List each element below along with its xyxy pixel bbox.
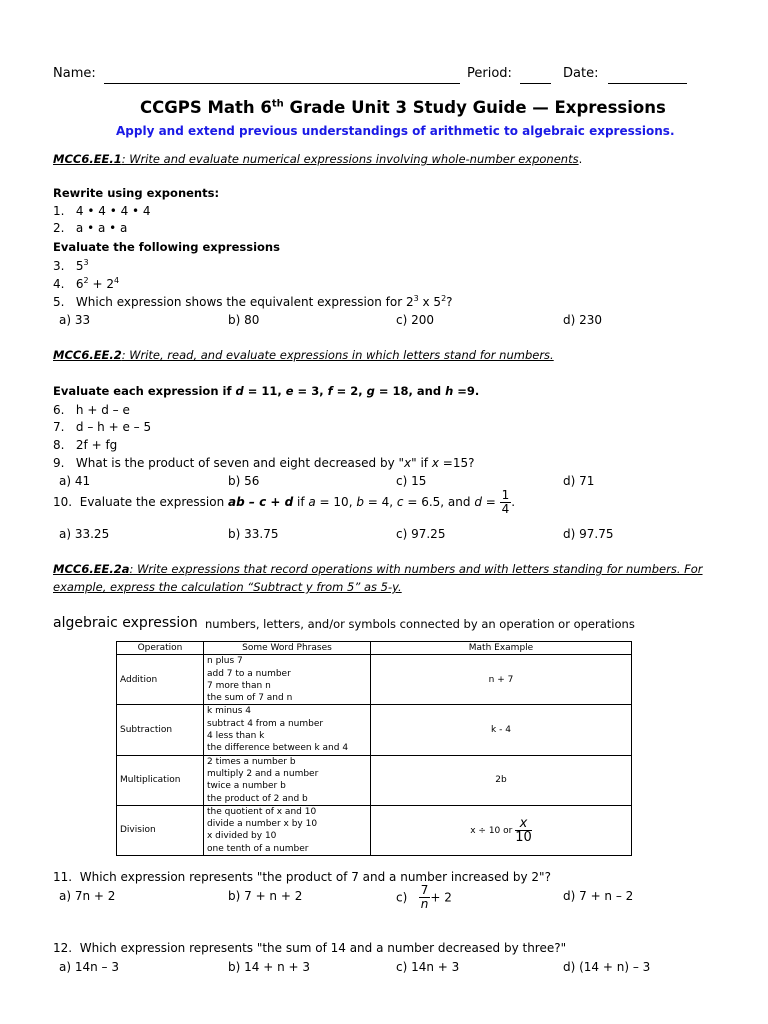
phrases-cell: k minus 4 subtract 4 from a number 4 less than k the difference between k and 4 xyxy=(204,705,371,755)
operation-cell: Division xyxy=(117,805,204,855)
q12-choice-a[interactable]: a) 14n – 3 xyxy=(59,960,119,974)
rewrite-heading: Rewrite using exponents: xyxy=(53,186,220,200)
date-label: Date: xyxy=(563,66,599,81)
period-field-line[interactable] xyxy=(520,83,551,84)
q9-choice-a[interactable]: a) 41 xyxy=(59,474,91,488)
date-field-line[interactable] xyxy=(608,83,687,84)
table-header-row xyxy=(117,642,632,655)
q10-choice-b[interactable]: b) 33.75 xyxy=(228,527,279,541)
q12-choice-b[interactable]: b) 14 + n + 3 xyxy=(228,960,310,974)
phrases-cell: the quotient of x and 10 divide a number x by 10 x divided by 10 one tenth of a number xyxy=(204,805,371,855)
algebraic-expression-term: algebraic expression xyxy=(53,615,198,631)
q11-choice-a[interactable]: a) 7n + 2 xyxy=(59,889,116,903)
page-title: CCGPS Math 6th Grade Unit 3 Study Guide — Expressions xyxy=(140,98,666,117)
question-2: 2. a • a • a xyxy=(53,221,128,235)
evaluate-if-heading: Evaluate each expression if d = 11, e = 3, f = 2, g = 18, and h =9. xyxy=(53,384,480,398)
standard-ee1: MCC6.EE.1: Write and evaluate numerical expressions involving whole-number exponents. xyxy=(53,152,583,166)
name-field-line[interactable] xyxy=(104,83,460,84)
q11-choice-b[interactable]: b) 7 + n + 2 xyxy=(228,889,303,903)
table-row xyxy=(117,705,632,755)
table-row xyxy=(117,655,632,705)
q9-choice-d[interactable]: d) 71 xyxy=(563,474,595,488)
operation-cell: Subtraction xyxy=(117,705,204,755)
question-9: 9. What is the product of seven and eight decreased by "x" if x =15? xyxy=(53,456,475,470)
q9-choice-b[interactable]: b) 56 xyxy=(228,474,260,488)
question-10: 10. Evaluate the expression ab – c + d if a = 10, b = 4, c = 6.5, and d = $\frac{1}{4}$ . xyxy=(53,488,516,516)
table-row xyxy=(117,805,632,855)
table-header-example: Math Example xyxy=(371,642,632,655)
q5-choice-b[interactable]: b) 80 xyxy=(228,313,260,327)
q5-choice-c[interactable]: c) 200 xyxy=(396,313,434,327)
q10-choice-a[interactable]: a) 33.25 xyxy=(59,527,110,541)
question-3: 3. $5^3$ xyxy=(53,258,89,273)
q10-choice-d[interactable]: d) 97.75 xyxy=(563,527,614,541)
standard-ee2a-line1: MCC6.EE.2a: Write expressions that record operations with numbers and with letters standing for numbers. For xyxy=(53,562,703,576)
algebraic-expression-definition: numbers, letters, and/or symbols connected by an operation or operations xyxy=(205,617,635,631)
table-header-operation: Operation xyxy=(117,642,204,655)
q11-choice-c[interactable]: c) $\frac{7}{n}$ + 2 xyxy=(396,883,452,911)
question-11: 11. Which expression represents "the product of 7 and a number increased by 2"? xyxy=(53,870,551,884)
phrases-cell: n plus 7 add 7 to a number 7 more than n the sum of 7 and n xyxy=(204,655,371,705)
example-cell: n + 7 xyxy=(371,655,632,705)
evaluate-heading: Evaluate the following expressions xyxy=(53,240,280,254)
operation-cell: Multiplication xyxy=(117,755,204,805)
question-8: 8. 2f + fg xyxy=(53,438,118,452)
q12-choice-c[interactable]: c) 14n + 3 xyxy=(396,960,460,974)
q11-fraction: $\frac{7}{n}$ xyxy=(420,883,429,911)
page-subtitle: Apply and extend previous understandings of arithmetic to algebraic expressions. xyxy=(116,124,675,138)
standard-ee2: MCC6.EE.2: Write, read, and evaluate expressions in which letters stand for numbers. xyxy=(53,348,554,362)
question-12: 12. Which expression represents "the sum of 14 and a number decreased by three?" xyxy=(53,941,567,955)
example-cell: x ÷ 10 or $\frac{x}{10}$ xyxy=(371,805,632,855)
period-label: Period: xyxy=(467,66,512,81)
q10-choice-c[interactable]: c) 97.25 xyxy=(396,527,446,541)
phrases-cell: 2 times a number b multiply 2 and a number twice a number b the product of 2 and b xyxy=(204,755,371,805)
table-row xyxy=(117,755,632,805)
q10-fraction: $\frac{1}{4}$ xyxy=(501,488,510,516)
table-header-phrases: Some Word Phrases xyxy=(204,642,371,655)
question-1: 1. 4 • 4 • 4 • 4 xyxy=(53,204,151,218)
question-5: 5. Which expression shows the equivalent expression for $2^3$ x $5^2$? xyxy=(53,294,453,309)
q12-choice-d[interactable]: d) (14 + n) – 3 xyxy=(563,960,651,974)
q11-choice-d[interactable]: d) 7 + n – 2 xyxy=(563,889,634,903)
example-cell: 2b xyxy=(371,755,632,805)
word-phrases-table xyxy=(116,641,632,856)
question-6: 6. h + d – e xyxy=(53,403,130,417)
standard-ee2a-line2: example, express the calculation “Subtract y from 5” as 5-y. xyxy=(53,580,402,594)
division-fraction: $\frac{x}{10}$ xyxy=(515,815,532,845)
name-label: Name: xyxy=(53,66,96,81)
q9-choice-c[interactable]: c) 15 xyxy=(396,474,427,488)
operation-cell: Addition xyxy=(117,655,204,705)
q5-choice-a[interactable]: a) 33 xyxy=(59,313,91,327)
example-cell: k - 4 xyxy=(371,705,632,755)
question-7: 7. d – h + e – 5 xyxy=(53,420,152,434)
q5-choice-d[interactable]: d) 230 xyxy=(563,313,603,327)
question-4: 4. $6^2 + 2^4$ xyxy=(53,276,120,291)
